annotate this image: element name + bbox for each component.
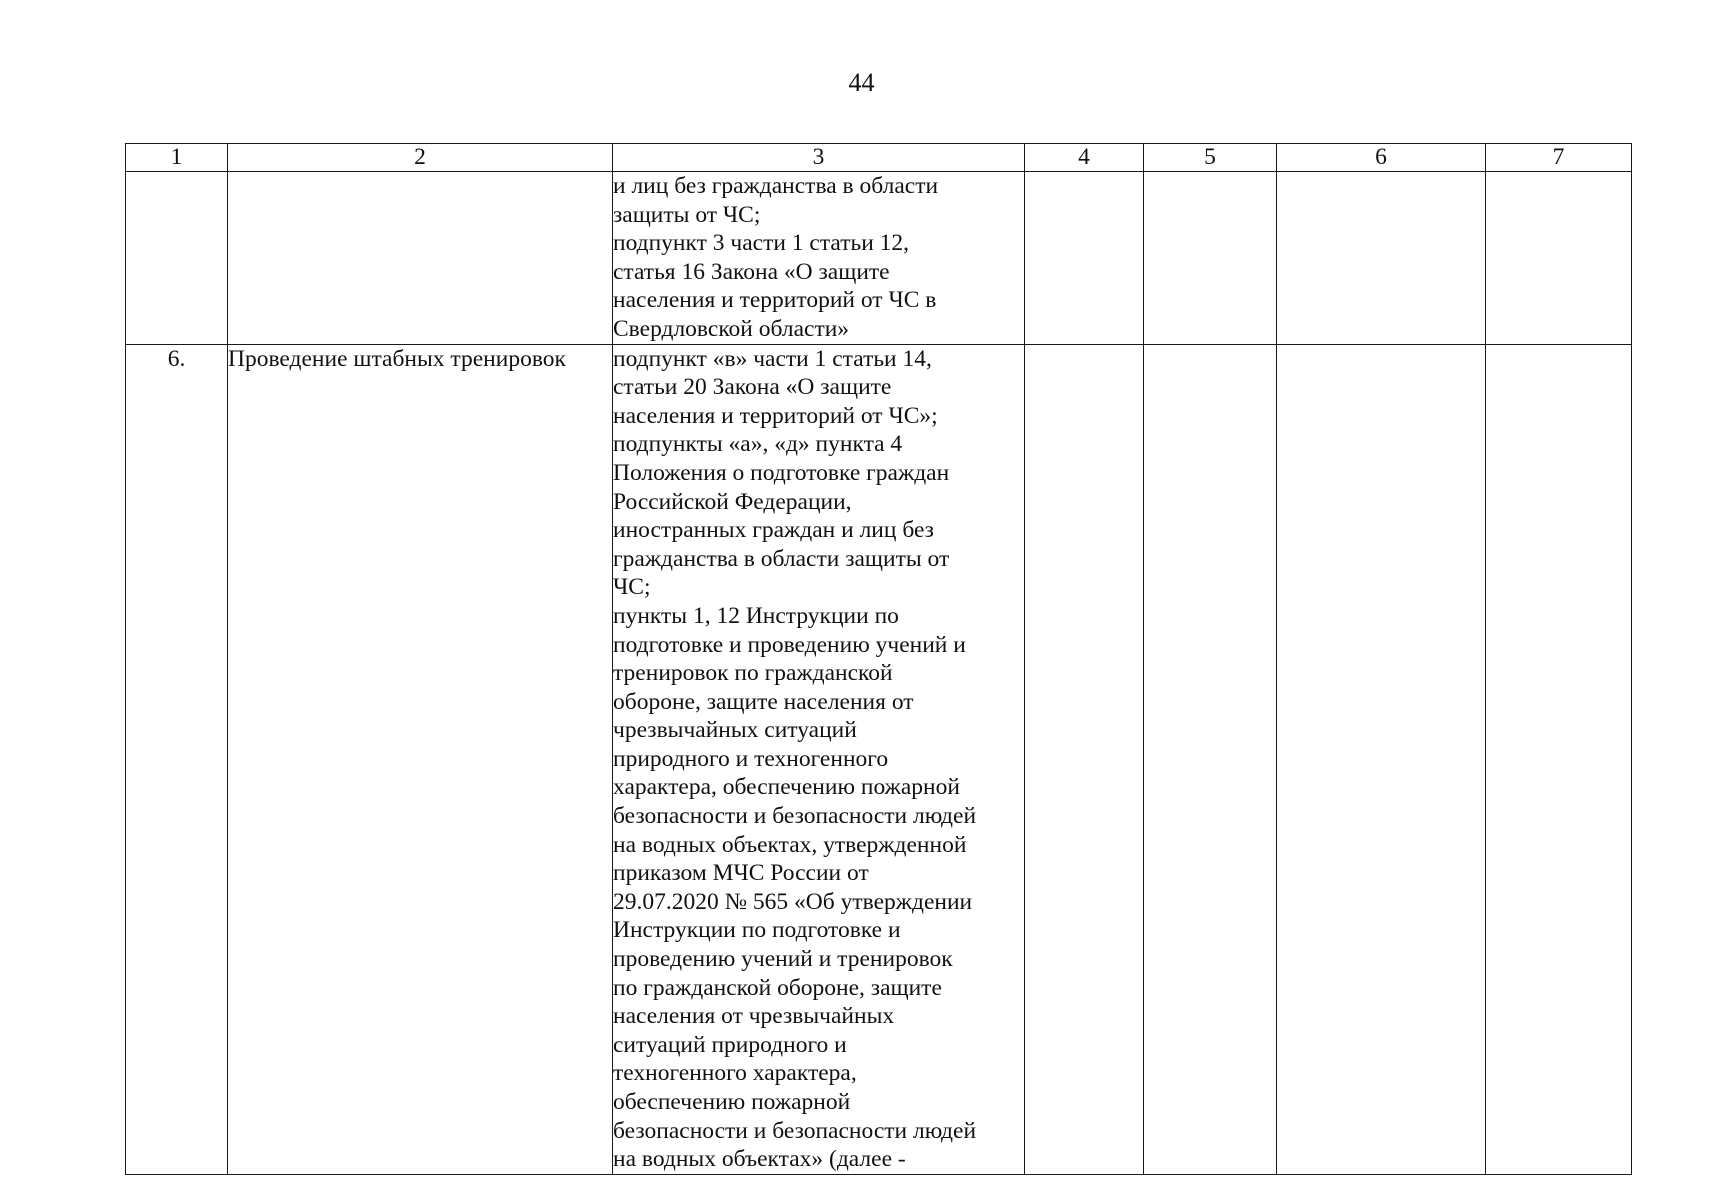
legal-basis-line: подпункт «в» части 1 статьи 14, (613, 345, 932, 372)
column-header-6: 6 (1277, 144, 1486, 172)
column-6-cell (1277, 172, 1486, 345)
legal-basis-line: характера, обеспечению пожарной (613, 774, 960, 801)
legal-basis-line: иностранных граждан и лиц без (613, 517, 934, 544)
legal-basis-line: ЧС; (613, 574, 651, 601)
legal-basis-line: ситуаций природного и (613, 1031, 847, 1058)
table-row (126, 172, 1632, 345)
column-header-3: 3 (613, 144, 1025, 172)
legal-basis-line: и лиц без гражданства в области (613, 173, 939, 199)
row-number-cell: 6. (126, 344, 228, 1174)
measure-name-cell (228, 172, 613, 345)
table-header-row (126, 144, 1632, 172)
legal-basis-line: подпункт 3 части 1 статьи 12, (613, 230, 910, 257)
legal-basis-line: Российской Федерации, (613, 488, 852, 515)
column-4-cell (1025, 172, 1144, 345)
legal-basis-line: Положения о подготовке граждан (613, 459, 950, 486)
legal-basis-line: населения от чрезвычайных (613, 1003, 895, 1030)
column-6-cell (1277, 344, 1486, 1174)
legal-basis-line: гражданства в области защиты от (613, 545, 950, 572)
legal-basis-line: проведению учений и тренировок (613, 946, 953, 973)
legal-basis-line: обороне, защите населения от (613, 688, 914, 715)
column-header-7: 7 (1486, 144, 1632, 172)
legal-basis-line: населения и территорий от ЧС в (613, 287, 937, 314)
column-header-5: 5 (1144, 144, 1277, 172)
column-header-4: 4 (1025, 144, 1144, 172)
legal-basis-line: чрезвычайных ситуаций (613, 717, 857, 744)
legal-basis-line: 29.07.2020 № 565 «Об утверждении (613, 888, 973, 915)
column-5-cell (1144, 172, 1277, 345)
legal-basis-line: по гражданской обороне, защите (613, 974, 942, 1001)
legal-basis-line: приказом МЧС России от (613, 860, 869, 887)
table-row (126, 344, 1632, 1174)
column-header-1: 1 (126, 144, 228, 172)
column-7-cell (1486, 172, 1632, 345)
column-7-cell (1486, 344, 1632, 1174)
legal-basis-line: статьи 20 Закона «О защите (613, 374, 892, 401)
legal-basis-cell (613, 172, 1025, 345)
legal-basis-line: подготовке и проведению учений и (613, 631, 966, 658)
page-number: 44 (848, 68, 875, 97)
legal-basis-line: безопасности и безопасности людей (613, 1117, 977, 1144)
measure-name-cell: Проведение штабных тренировок (228, 344, 613, 1174)
column-4-cell (1025, 344, 1144, 1174)
legal-basis-line: пункты 1, 12 Инструкции по (613, 602, 899, 629)
legal-basis-line: на водных объектах, утвержденной (613, 831, 967, 858)
legal-basis-cell (613, 344, 1025, 1174)
legal-basis-line: Инструкции по подготовке и (613, 917, 901, 944)
legal-basis-line: обеспечению пожарной (613, 1089, 851, 1115)
legal-basis-line: природного и техногенного (613, 745, 889, 772)
legal-basis-line: подпункты «а», «д» пункта 4 (613, 431, 903, 458)
legal-basis-line: тренировок по гражданской (613, 660, 893, 687)
column-header-2: 2 (228, 144, 613, 172)
legal-basis-line: техногенного характера, (613, 1060, 857, 1087)
legal-basis-line: на водных объектах» (далее - (613, 1146, 906, 1173)
legal-basis-line: безопасности и безопасности людей (613, 803, 977, 830)
column-5-cell (1144, 344, 1277, 1174)
legal-basis-line: статья 16 Закона «О защите (613, 258, 890, 285)
legal-basis-line: населения и территорий от ЧС»; (613, 402, 938, 429)
row-number-cell (126, 172, 228, 345)
legal-basis-line: защиты от ЧС; (613, 201, 761, 228)
legal-basis-line: Свердловской области» (613, 315, 850, 342)
document-table (125, 143, 1632, 1175)
